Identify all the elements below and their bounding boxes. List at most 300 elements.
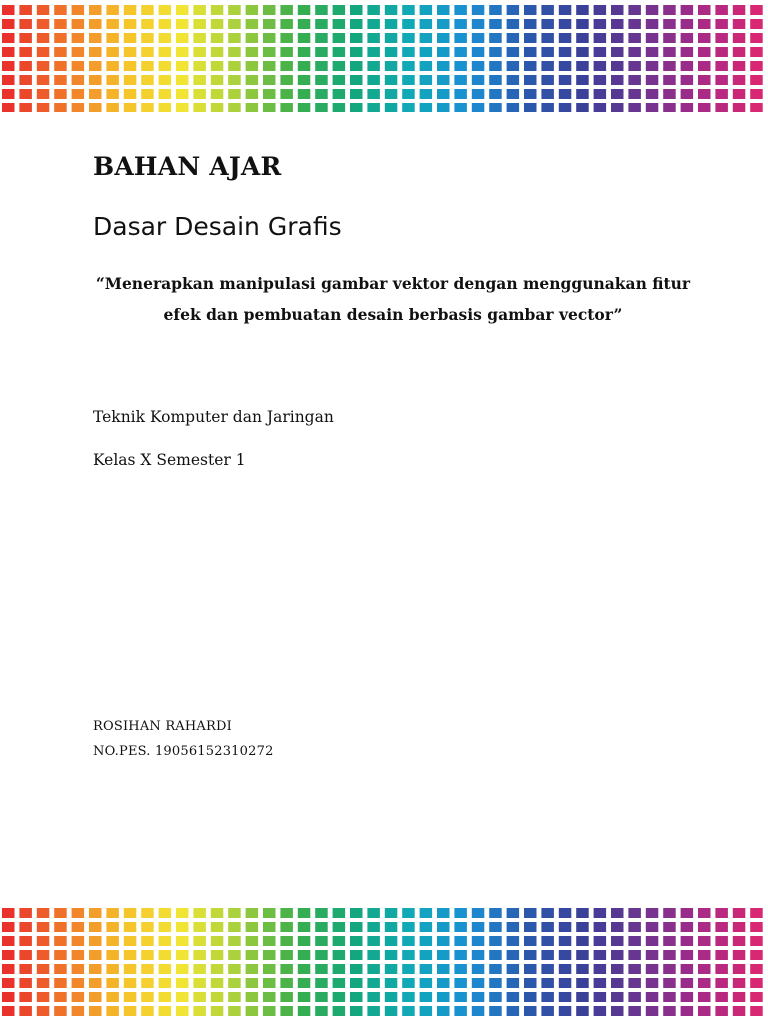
- color-square: [333, 978, 346, 988]
- color-square: [385, 922, 398, 932]
- color-square: [159, 950, 172, 960]
- color-square: [472, 964, 485, 974]
- color-square: [576, 5, 589, 15]
- bottom-color-grid: [0, 906, 768, 1024]
- color-square: [246, 992, 259, 1002]
- color-square: [611, 19, 624, 29]
- color-square: [211, 33, 224, 43]
- color-square: [750, 61, 763, 71]
- color-square: [211, 61, 224, 71]
- color-square: [524, 992, 537, 1002]
- color-square: [541, 908, 554, 918]
- color-square: [263, 33, 276, 43]
- color-square: [176, 5, 189, 15]
- color-square: [54, 75, 66, 85]
- color-square: [124, 61, 137, 71]
- color-square: [211, 75, 224, 85]
- color-square: [420, 89, 433, 99]
- color-square: [663, 47, 676, 57]
- color-square: [106, 950, 119, 960]
- color-square: [263, 1006, 276, 1016]
- color-square: [89, 908, 102, 918]
- color-square: [106, 992, 119, 1002]
- color-square: [594, 978, 607, 988]
- color-square: [681, 1006, 694, 1016]
- color-square: [54, 19, 66, 29]
- color-square: [315, 5, 328, 15]
- color-square: [420, 978, 433, 988]
- color-square: [19, 33, 32, 43]
- color-square: [733, 964, 746, 974]
- competency-quote-line-1: “Menerapkan manipulasi gambar vektor dengan menggunakan fitur: [95, 274, 691, 293]
- color-square: [437, 992, 450, 1002]
- color-square: [698, 47, 711, 57]
- color-square: [176, 964, 189, 974]
- color-square: [559, 103, 572, 112]
- color-square: [437, 950, 450, 960]
- color-square: [559, 964, 572, 974]
- color-square: [420, 19, 433, 29]
- color-square: [628, 964, 641, 974]
- color-square: [280, 950, 293, 960]
- color-square: [420, 47, 433, 57]
- color-square: [646, 992, 659, 1002]
- color-square: [333, 908, 346, 918]
- color-square: [176, 978, 189, 988]
- color-square: [367, 950, 380, 960]
- color-square: [524, 103, 537, 112]
- color-square: [385, 5, 398, 15]
- color-square: [576, 950, 589, 960]
- color-square: [54, 992, 66, 1002]
- color-square: [420, 5, 433, 15]
- color-square: [628, 61, 641, 71]
- color-square: [402, 936, 415, 946]
- color-square: [106, 922, 119, 932]
- color-square: [263, 19, 276, 29]
- color-square: [263, 47, 276, 57]
- color-square: [176, 103, 189, 112]
- color-square: [333, 1006, 346, 1016]
- color-square: [124, 19, 137, 29]
- color-square: [472, 75, 485, 85]
- color-square: [2, 33, 15, 43]
- color-square: [280, 5, 293, 15]
- color-square: [2, 5, 15, 15]
- color-square: [489, 75, 502, 85]
- color-square: [19, 950, 32, 960]
- color-square: [611, 1006, 624, 1016]
- color-square: [193, 89, 206, 99]
- color-square: [141, 936, 154, 946]
- color-square: [646, 19, 659, 29]
- color-square: [159, 75, 172, 85]
- color-square: [193, 103, 206, 112]
- color-square: [559, 89, 572, 99]
- color-square: [507, 922, 519, 932]
- color-square: [263, 978, 276, 988]
- color-square: [2, 75, 15, 85]
- color-square: [106, 103, 119, 112]
- color-square: [420, 908, 433, 918]
- color-square: [454, 964, 467, 974]
- color-square: [141, 1006, 154, 1016]
- color-square: [159, 1006, 172, 1016]
- color-square: [280, 1006, 293, 1016]
- color-square: [750, 978, 763, 988]
- top-color-band: [0, 0, 768, 112]
- color-square: [124, 908, 137, 918]
- color-square: [472, 47, 485, 57]
- color-square: [576, 19, 589, 29]
- color-square: [663, 964, 676, 974]
- color-square: [454, 950, 467, 960]
- color-square: [437, 1006, 450, 1016]
- color-square: [594, 19, 607, 29]
- color-square: [663, 908, 676, 918]
- color-square: [420, 950, 433, 960]
- color-square: [228, 5, 241, 15]
- color-square: [72, 992, 85, 1002]
- color-square: [89, 33, 102, 43]
- color-square: [176, 75, 189, 85]
- color-square: [437, 75, 450, 85]
- color-square: [576, 936, 589, 946]
- color-square: [437, 47, 450, 57]
- color-square: [402, 5, 415, 15]
- color-square: [472, 992, 485, 1002]
- color-square: [333, 936, 346, 946]
- color-square: [507, 47, 519, 57]
- color-square: [489, 964, 502, 974]
- color-square: [576, 922, 589, 932]
- color-square: [298, 1006, 311, 1016]
- color-square: [228, 964, 241, 974]
- color-square: [698, 936, 711, 946]
- color-square: [37, 103, 50, 112]
- color-square: [559, 978, 572, 988]
- color-square: [454, 19, 467, 29]
- color-square: [715, 89, 728, 99]
- color-square: [2, 47, 15, 57]
- color-square: [211, 908, 224, 918]
- color-square: [367, 978, 380, 988]
- color-square: [350, 61, 363, 71]
- color-square: [750, 75, 763, 85]
- color-square: [507, 964, 519, 974]
- color-square: [72, 936, 85, 946]
- color-square: [176, 89, 189, 99]
- color-square: [89, 89, 102, 99]
- color-square: [176, 992, 189, 1002]
- color-square: [298, 61, 311, 71]
- color-square: [176, 950, 189, 960]
- color-square: [733, 61, 746, 71]
- color-square: [333, 992, 346, 1002]
- color-square: [19, 89, 32, 99]
- color-square: [280, 992, 293, 1002]
- color-square: [420, 964, 433, 974]
- color-square: [489, 5, 502, 15]
- color-square: [402, 978, 415, 988]
- color-square: [715, 908, 728, 918]
- color-square: [350, 103, 363, 112]
- color-square: [454, 103, 467, 112]
- color-square: [228, 950, 241, 960]
- color-square: [228, 47, 241, 57]
- color-square: [19, 978, 32, 988]
- color-square: [367, 964, 380, 974]
- color-square: [733, 978, 746, 988]
- color-square: [280, 103, 293, 112]
- color-square: [176, 33, 189, 43]
- color-square: [54, 5, 66, 15]
- color-square: [611, 103, 624, 112]
- color-square: [576, 978, 589, 988]
- color-square: [298, 922, 311, 932]
- color-square: [628, 922, 641, 932]
- color-square: [750, 992, 763, 1002]
- color-square: [54, 61, 66, 71]
- color-square: [507, 103, 519, 112]
- color-square: [159, 992, 172, 1002]
- color-square: [159, 922, 172, 932]
- color-square: [246, 33, 259, 43]
- color-square: [280, 47, 293, 57]
- color-square: [733, 992, 746, 1002]
- color-square: [472, 978, 485, 988]
- color-square: [437, 964, 450, 974]
- color-square: [715, 964, 728, 974]
- color-square: [681, 75, 694, 85]
- color-square: [420, 33, 433, 43]
- color-square: [193, 922, 206, 932]
- color-square: [37, 950, 50, 960]
- color-square: [315, 992, 328, 1002]
- color-square: [541, 992, 554, 1002]
- color-square: [367, 922, 380, 932]
- color-square: [541, 5, 554, 15]
- color-square: [628, 1006, 641, 1016]
- color-square: [698, 908, 711, 918]
- color-square: [106, 978, 119, 988]
- color-square: [106, 964, 119, 974]
- color-square: [733, 5, 746, 15]
- color-square: [333, 89, 346, 99]
- color-square: [315, 75, 328, 85]
- color-square: [350, 89, 363, 99]
- color-square: [246, 5, 259, 15]
- color-square: [628, 103, 641, 112]
- color-square: [507, 33, 519, 43]
- color-square: [72, 89, 85, 99]
- color-square: [246, 103, 259, 112]
- color-square: [141, 61, 154, 71]
- color-square: [333, 47, 346, 57]
- color-square: [437, 33, 450, 43]
- color-square: [141, 950, 154, 960]
- color-square: [750, 47, 763, 57]
- color-square: [176, 61, 189, 71]
- color-square: [576, 61, 589, 71]
- color-square: [646, 61, 659, 71]
- color-square: [159, 964, 172, 974]
- color-square: [524, 964, 537, 974]
- color-square: [37, 19, 50, 29]
- color-square: [663, 992, 676, 1002]
- color-square: [211, 103, 224, 112]
- color-square: [333, 33, 346, 43]
- document-title: BAHAN AJAR: [93, 152, 282, 181]
- color-square: [193, 936, 206, 946]
- color-square: [750, 5, 763, 15]
- color-square: [37, 908, 50, 918]
- color-square: [437, 5, 450, 15]
- color-square: [350, 950, 363, 960]
- color-square: [54, 1006, 66, 1016]
- color-square: [420, 75, 433, 85]
- color-square: [72, 103, 85, 112]
- color-square: [193, 950, 206, 960]
- color-square: [698, 75, 711, 85]
- color-square: [663, 19, 676, 29]
- color-square: [576, 964, 589, 974]
- color-square: [489, 936, 502, 946]
- color-square: [385, 978, 398, 988]
- color-square: [594, 5, 607, 15]
- color-square: [715, 992, 728, 1002]
- color-square: [715, 936, 728, 946]
- color-square: [228, 75, 241, 85]
- color-square: [750, 908, 763, 918]
- color-square: [298, 89, 311, 99]
- color-square: [524, 922, 537, 932]
- color-square: [681, 964, 694, 974]
- color-square: [2, 964, 15, 974]
- color-square: [298, 75, 311, 85]
- color-square: [663, 936, 676, 946]
- color-square: [193, 992, 206, 1002]
- color-square: [611, 936, 624, 946]
- color-square: [263, 5, 276, 15]
- color-square: [106, 19, 119, 29]
- color-square: [19, 922, 32, 932]
- color-square: [646, 47, 659, 57]
- color-square: [141, 964, 154, 974]
- color-square: [733, 75, 746, 85]
- color-square: [681, 103, 694, 112]
- color-square: [594, 103, 607, 112]
- color-square: [367, 61, 380, 71]
- color-square: [541, 922, 554, 932]
- color-square: [576, 103, 589, 112]
- color-square: [263, 964, 276, 974]
- color-square: [246, 922, 259, 932]
- color-square: [159, 908, 172, 918]
- color-square: [611, 964, 624, 974]
- color-square: [228, 33, 241, 43]
- color-square: [315, 964, 328, 974]
- color-square: [124, 103, 137, 112]
- color-square: [681, 936, 694, 946]
- color-square: [315, 103, 328, 112]
- color-square: [106, 5, 119, 15]
- color-square: [733, 103, 746, 112]
- color-square: [541, 936, 554, 946]
- color-square: [646, 5, 659, 15]
- color-square: [211, 1006, 224, 1016]
- color-square: [472, 936, 485, 946]
- color-square: [663, 978, 676, 988]
- color-square: [315, 19, 328, 29]
- color-square: [124, 1006, 137, 1016]
- color-square: [524, 978, 537, 988]
- color-square: [193, 1006, 206, 1016]
- color-square: [663, 89, 676, 99]
- color-square: [124, 950, 137, 960]
- color-square: [524, 936, 537, 946]
- color-square: [489, 908, 502, 918]
- color-square: [211, 19, 224, 29]
- color-square: [663, 103, 676, 112]
- color-square: [437, 61, 450, 71]
- color-square: [454, 936, 467, 946]
- color-square: [54, 950, 66, 960]
- color-square: [37, 75, 50, 85]
- color-square: [19, 992, 32, 1002]
- color-square: [576, 89, 589, 99]
- color-square: [385, 89, 398, 99]
- color-square: [507, 5, 519, 15]
- color-square: [211, 950, 224, 960]
- color-square: [628, 950, 641, 960]
- color-square: [559, 908, 572, 918]
- color-square: [524, 950, 537, 960]
- color-square: [559, 75, 572, 85]
- color-square: [89, 47, 102, 57]
- color-square: [437, 103, 450, 112]
- color-square: [594, 936, 607, 946]
- color-square: [280, 978, 293, 988]
- color-square: [89, 75, 102, 85]
- color-square: [733, 1006, 746, 1016]
- color-square: [750, 19, 763, 29]
- color-square: [246, 950, 259, 960]
- color-square: [489, 61, 502, 71]
- color-square: [454, 978, 467, 988]
- color-square: [141, 978, 154, 988]
- color-square: [228, 992, 241, 1002]
- color-square: [350, 33, 363, 43]
- color-square: [89, 922, 102, 932]
- color-square: [37, 992, 50, 1002]
- color-square: [124, 992, 137, 1002]
- color-square: [2, 922, 15, 932]
- color-square: [454, 47, 467, 57]
- color-square: [350, 19, 363, 29]
- color-square: [646, 964, 659, 974]
- color-square: [524, 19, 537, 29]
- color-square: [106, 61, 119, 71]
- color-square: [2, 19, 15, 29]
- color-square: [698, 89, 711, 99]
- color-square: [89, 1006, 102, 1016]
- color-square: [280, 964, 293, 974]
- color-square: [594, 1006, 607, 1016]
- color-square: [715, 75, 728, 85]
- color-square: [628, 992, 641, 1002]
- color-square: [106, 89, 119, 99]
